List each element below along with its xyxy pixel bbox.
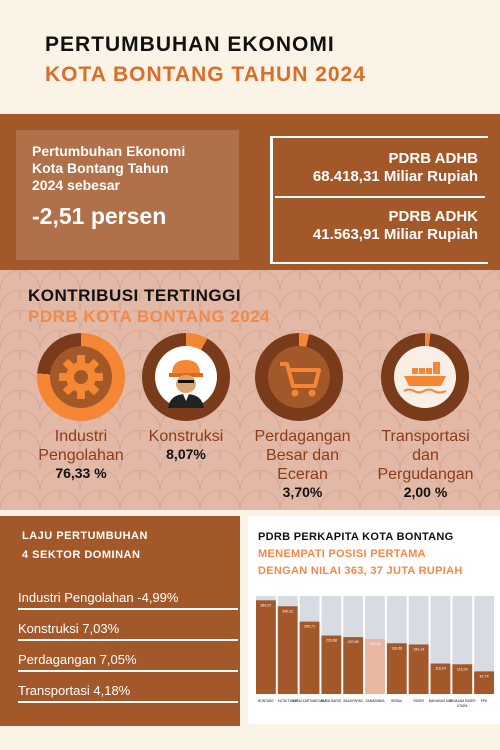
pdrb-adhb-label: PDRB ADHB [388, 150, 478, 167]
bar-bontang [256, 600, 276, 694]
pdrb-divider [275, 196, 485, 198]
pdrb-adhb-value: 68.418,31 Miliar Rupiah [312, 168, 478, 185]
contribution-title: KONTRIBUSI TERTINGGI [28, 286, 242, 305]
page-subtitle: KOTA BONTANG TAHUN 2024 [45, 63, 366, 86]
sector-name-perdagangan: Perdagangan Besar dan Eceran [254, 428, 351, 483]
bar-kutai-kartanegara [300, 622, 320, 694]
growth-description [32, 143, 232, 194]
bar-value-label: 280,71 [304, 624, 316, 629]
bar-value-label: 363,37 [260, 603, 272, 608]
sector-name-konstruksi: Konstruksi [148, 428, 224, 445]
bar-category-label: PASER [413, 699, 424, 703]
bar-value-label: 213,12 [369, 642, 381, 647]
bar-category-label: BONTANG [258, 699, 274, 703]
growth-text-line: 2024 sebesar [32, 177, 120, 193]
bar-category-label: KUTAI TIMUR [277, 699, 298, 703]
bar-category-label: KUTAI KARTANEGARA [292, 699, 327, 703]
bar-paser [409, 644, 429, 694]
bar-category-label: MAHAKAM ULU [428, 699, 453, 703]
rate-item: Perdagangan 7,05% [18, 652, 238, 672]
bar-value-label: 192,14 [413, 647, 425, 652]
bar-value-label: 340,22 [282, 609, 294, 614]
bar-balikpapan [343, 637, 363, 694]
bar-value-label: 196,66 [391, 646, 403, 651]
sector-name-industri: Industri Pengolahan [38, 428, 124, 464]
ring-center [50, 346, 112, 408]
sector-value-perdagangan: 3,70% [282, 484, 323, 500]
sector-value-konstruksi: 8,07% [166, 446, 206, 462]
bar-value-label: 118,24 [435, 666, 446, 671]
bar-category-label: KUTAI BARAT [321, 699, 342, 703]
bar-value-label: 87,74 [479, 674, 489, 679]
percapita-title: PDRB PERKAPITA KOTA BONTANG [258, 531, 454, 543]
percapita-bar-chart [255, 594, 495, 714]
bar-kutai-timur [278, 606, 298, 694]
bar-category-label: SAMARINDA [365, 699, 385, 703]
bar-kutai-barat [321, 636, 341, 694]
bar-category-label: BALIKPAPAN [343, 699, 363, 703]
bar-samarinda [365, 639, 385, 694]
growth-value: -2,51 persen [32, 203, 167, 229]
ring-center [268, 346, 330, 408]
growth-text-line: Kota Bontang Tahun [32, 160, 169, 176]
percapita-subtitle: MENEMPATI POSISI PERTAMA [258, 548, 426, 560]
pdrb-adhk-value: 41.563,91 Miliar Rupiah [312, 226, 478, 243]
konstruksi-contribution-ring [142, 333, 230, 421]
sector-value-industri: 76,33 % [55, 465, 107, 481]
bar-value-label: 115,29 [456, 667, 468, 672]
ring-center [155, 346, 217, 408]
page-title: PERTUMBUHAN EKONOMI [45, 33, 335, 56]
sector-value-transportasi: 2,00 % [403, 484, 448, 500]
percapita-subtitle-value: DENGAN NILAI 363, 37 JUTA RUPIAH [258, 565, 463, 577]
bar-category-label: PENAJAM PASER [449, 699, 476, 703]
construction-worker-icon [155, 346, 217, 408]
contribution-subtitle: PDRB KOTA BONTANG 2024 [28, 307, 271, 326]
sector-name-transportasi: Transportasi dan Pergudangan [377, 428, 474, 483]
rates-subtitle: 4 SEKTOR DOMINAN [22, 549, 141, 561]
growth-text-line: Pertumbuhan Ekonomi [32, 143, 186, 159]
rates-title: LAJU PERTUMBUHAN [22, 530, 148, 542]
rate-item: Industri Pengolahan -4,99% [18, 590, 238, 610]
bar-berau [387, 643, 407, 694]
rate-item: Transportasi 4,18% [18, 683, 238, 703]
gear-icon [50, 346, 112, 408]
rate-item: Konstruksi 7,03% [18, 621, 238, 641]
bar-category-label: UTARA [456, 704, 468, 708]
perdagangan-contribution-ring [255, 333, 343, 421]
cargo-ship-icon [394, 346, 456, 408]
bar-category-label: BERAU [391, 699, 403, 703]
pdrb-adhk-label: PDRB ADHK [388, 208, 478, 225]
ring-center [394, 346, 456, 408]
transportasi-contribution-ring [381, 333, 469, 421]
industri-contribution-ring [37, 333, 125, 421]
bar-value-label: 226,68 [325, 638, 337, 643]
shopping-cart-icon [268, 346, 330, 408]
bar-category-label: PPU [480, 699, 488, 703]
bar-value-label: 220,56 [347, 640, 359, 645]
